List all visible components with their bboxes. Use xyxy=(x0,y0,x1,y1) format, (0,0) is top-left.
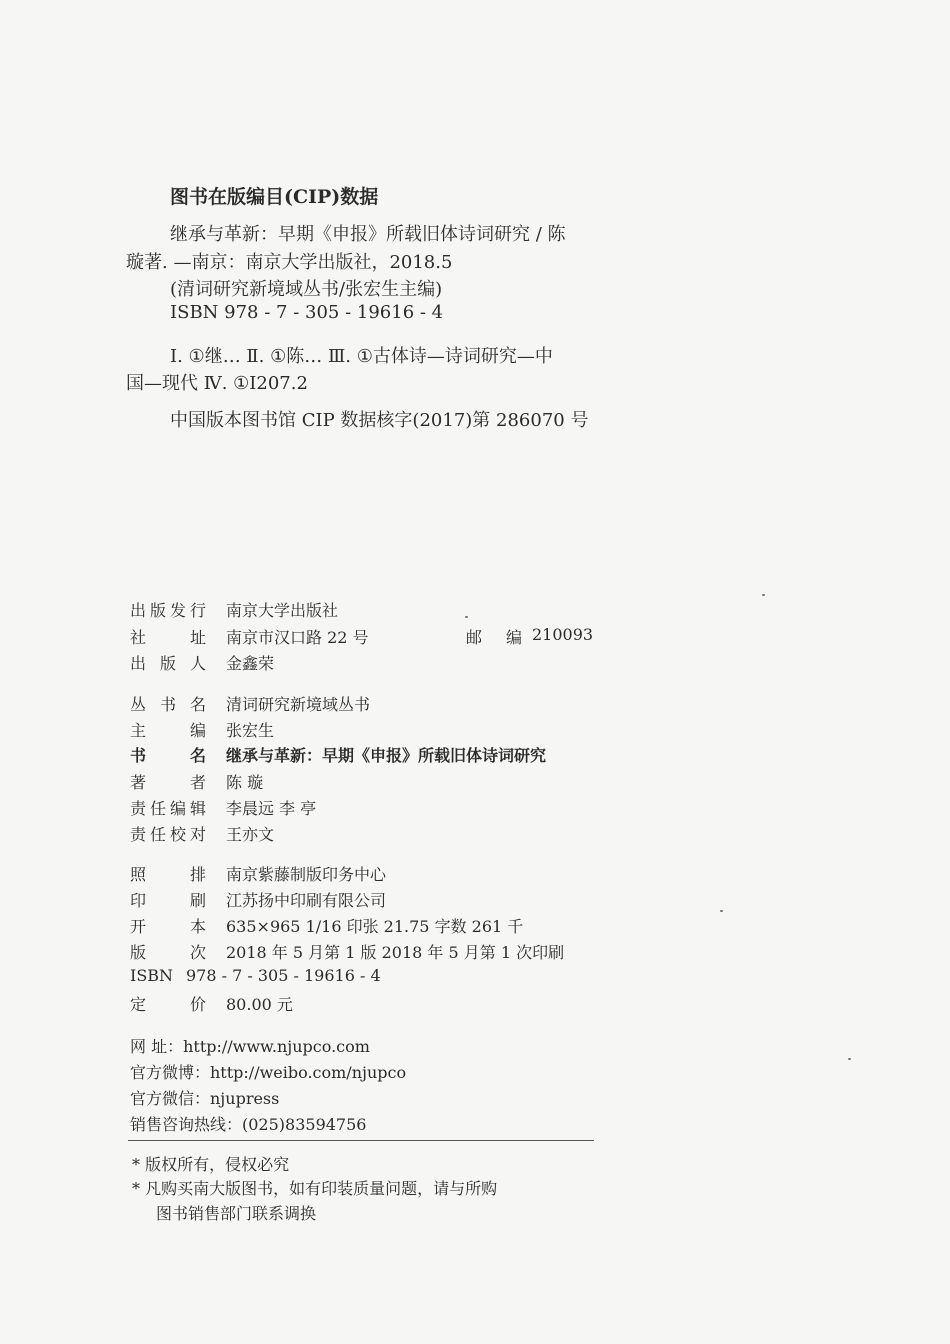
isbn-value: 978 - 7 - 305 - 19616 - 4 xyxy=(186,966,381,985)
author-label: 著 者 xyxy=(130,773,206,792)
series-value: 清词研究新境域丛书 xyxy=(226,695,371,714)
format-value: 635×965 1/16 印张 21.75 字数 261 千 xyxy=(226,917,524,936)
scan-speck xyxy=(720,910,723,912)
publisher-person-label: 出 版 人 xyxy=(130,654,206,673)
price-label: 定 价 xyxy=(130,995,206,1014)
address-value: 南京市汉口路 22 号 xyxy=(226,628,369,647)
cip-line-2: 璇著. —南京：南京大学出版社，2018.5 xyxy=(126,252,453,273)
note-copyright: * 版权所有，侵权必究 xyxy=(132,1155,290,1174)
note-quality-2: 图书销售部门联系调换 xyxy=(156,1204,317,1223)
cip-title: 图书在版编目(CIP)数据 xyxy=(170,186,379,208)
proofreader-label: 责任校对 xyxy=(130,825,206,844)
edition-value: 2018 年 5 月第 1 版 2018 年 5 月第 1 次印刷 xyxy=(226,943,565,962)
website-line: 网 址：http://www.njupco.com xyxy=(130,1037,370,1056)
cip-line-1: 继承与革新：早期《申报》所载旧体诗词研究 / 陈 xyxy=(170,224,566,245)
book-title-label: 书 名 xyxy=(130,746,206,765)
weibo-line: 官方微博：http://weibo.com/njupco xyxy=(130,1063,407,1082)
book-title-value: 继承与革新：早期《申报》所载旧体诗词研究 xyxy=(226,746,547,765)
wechat-line: 官方微信：njupress xyxy=(130,1089,280,1108)
scan-speck xyxy=(848,1058,851,1060)
chief-editor-label: 主 编 xyxy=(130,721,206,740)
divider-rule xyxy=(128,1140,594,1141)
printer-label: 印 刷 xyxy=(130,891,206,910)
edition-label: 版 次 xyxy=(130,943,206,962)
author-value: 陈 璇 xyxy=(226,773,264,792)
chief-editor-value: 张宏生 xyxy=(226,721,275,740)
publisher-person-value: 金鑫荣 xyxy=(226,654,275,673)
format-label: 开 本 xyxy=(130,917,206,936)
proofreader-value: 王亦文 xyxy=(226,825,275,844)
cip-isbn: ISBN 978 - 7 - 305 - 19616 - 4 xyxy=(170,302,444,323)
publish-value: 南京大学出版社 xyxy=(226,601,339,620)
scan-speck xyxy=(762,594,765,596)
scan-speck xyxy=(465,616,468,618)
responsible-editor-value: 李晨远 李 亭 xyxy=(226,799,317,818)
cip-line-5: Ⅰ. ①继… Ⅱ. ①陈… Ⅲ. ①古体诗—诗词研究—中 xyxy=(170,346,553,367)
postcode-label: 邮 编 xyxy=(466,628,522,647)
postcode-value: 210093 xyxy=(532,625,594,644)
address-label: 社 址 xyxy=(130,628,206,647)
note-quality-1: * 凡购买南大版图书，如有印装质量问题，请与所购 xyxy=(132,1179,498,1198)
publish-label: 出版发行 xyxy=(130,601,206,620)
isbn-label: ISBN xyxy=(130,966,174,985)
cip-line-3: (清词研究新境域丛书/张宏生主编) xyxy=(170,279,443,300)
cip-record-number: 中国版本图书馆 CIP 数据核字(2017)第 286070 号 xyxy=(170,410,589,431)
hotline-line: 销售咨询热线：(025)83594756 xyxy=(130,1115,367,1134)
cip-line-6: 国—现代 Ⅳ. ①I207.2 xyxy=(126,373,308,394)
printer-value: 江苏扬中印刷有限公司 xyxy=(226,891,387,910)
typeset-value: 南京紫藤制版印务中心 xyxy=(226,865,387,884)
responsible-editor-label: 责任编辑 xyxy=(130,799,206,818)
typeset-label: 照 排 xyxy=(130,865,206,884)
series-label: 丛 书 名 xyxy=(130,695,206,714)
price-value: 80.00 元 xyxy=(226,995,293,1014)
